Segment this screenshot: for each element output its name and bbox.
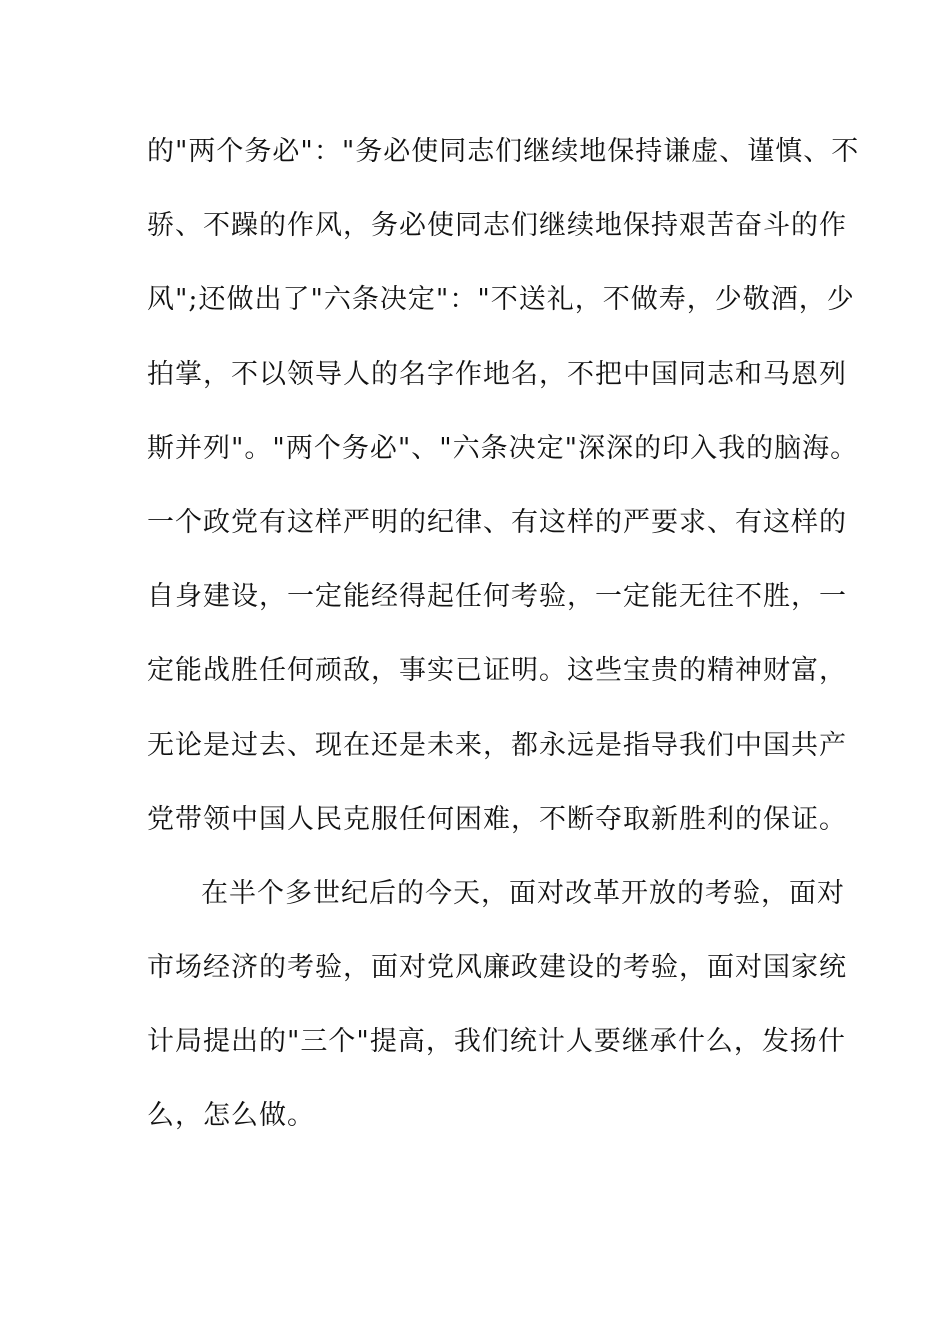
paragraph-start-line: 在半个多世纪后的今天，面对改革开放的考验，面对 (201, 877, 845, 909)
body-text (147, 128, 860, 1167)
text-line: 骄、不躁的作风，务必使同志们继续地保持艰苦奋斗的作 (147, 210, 847, 242)
text-line: 计局提出的"三个"提高，我们统计人要继承什么，发扬什 (147, 1026, 846, 1058)
text-line: 定能战胜任何顽敌，事实已证明。这些宝贵的精神财富， (147, 655, 847, 687)
text-line: 自身建设，一定能经得起任何考验，一定能无往不胜，一 (147, 581, 847, 613)
text-line: 的"两个务必"："务必使同志们继续地保持谦虚、谨慎、不 (147, 136, 860, 167)
text-line: 斯并列"。"两个务必"、"六条决定"深深的印入我的脑海。 (147, 432, 859, 464)
text-line: 市场经济的考验，面对党风廉政建设的考验，面对国家统 (147, 952, 847, 984)
text-line: 风";还做出了"六条决定"："不送礼，不做寿，少敬酒，少 (147, 284, 855, 316)
text-line: 么，怎么做。 (147, 1100, 315, 1132)
text-line: 一个政党有这样严明的纪律、有这样的严要求、有这样的 (147, 506, 847, 538)
text-line: 党带领中国人民克服任何困难，不断夺取新胜利的保证。 (147, 803, 847, 835)
text-line: 无论是过去、现在还是未来，都永远是指导我们中国共产 (147, 729, 847, 761)
text-line: 拍掌，不以领导人的名字作地名，不把中国同志和马恩列 (147, 358, 847, 390)
